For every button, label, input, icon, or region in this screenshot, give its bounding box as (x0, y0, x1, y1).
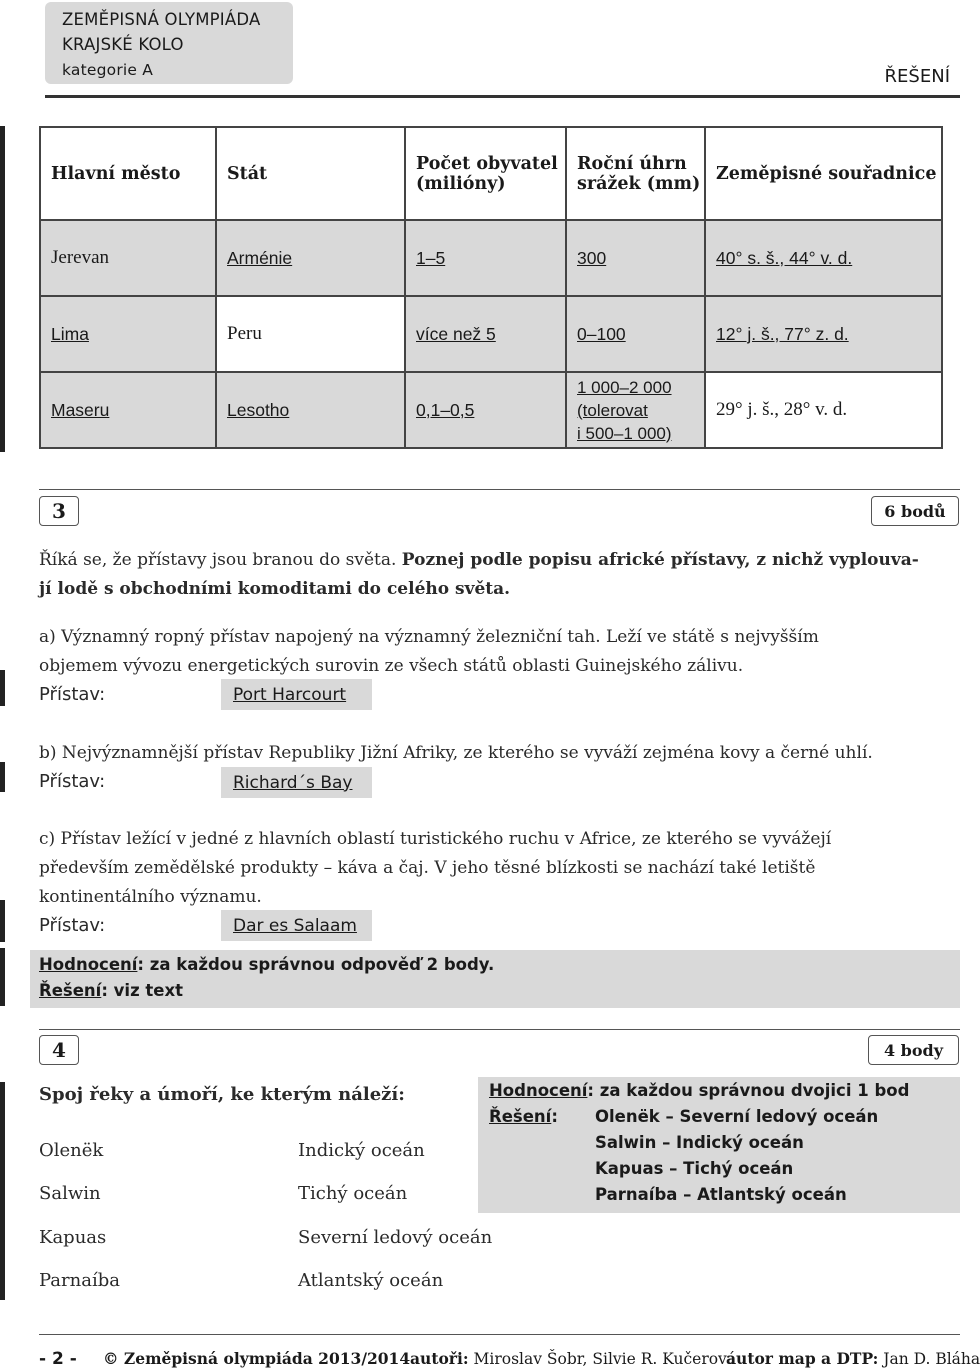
solution-pair: Kapuas – Tichý oceán (595, 1159, 794, 1178)
ocean-item: Indický oceán (298, 1140, 425, 1161)
section-points: 6 bodů (871, 496, 959, 526)
dtp-label: autor map a DTP: (726, 1349, 879, 1368)
header-text: (milióny) (416, 173, 506, 194)
answer-c: Dar es Salaam (221, 910, 372, 941)
evaluation-line (39, 955, 494, 974)
river-item: Parnaíba (39, 1270, 120, 1291)
solution-text: : viz text (101, 981, 184, 1000)
table-cell: 29° j. š., 28° v. d. (705, 372, 942, 448)
river-item: Kapuas (39, 1227, 107, 1248)
table-header-cell: Stát (216, 127, 405, 220)
port-label: Přístav: (39, 771, 106, 792)
intro-line-1 (39, 546, 960, 575)
table-header-cell (566, 127, 705, 220)
port-label: Přístav: (39, 684, 106, 705)
section-points: 4 body (868, 1035, 959, 1065)
table-cell: Jerevan (40, 220, 216, 296)
solution-label: Řešení (39, 981, 102, 1000)
table-header-cell (405, 127, 566, 220)
question-b-line-1: b) Nejvýznamnější přístav Republiky Jižní Afriky, ze kterého se vyváží zejména kovy a černé uhlí. (39, 743, 873, 763)
ocean-item: Atlantský oceán (298, 1270, 444, 1291)
solution-label: Řešení (489, 1107, 552, 1126)
table-cell: Lesotho (216, 372, 405, 448)
task-text: Spoj řeky a úmoří, ke kterým náleží: (39, 1084, 405, 1105)
evaluation-text: : za každou správnou dvojici 1 bod (587, 1081, 910, 1100)
header-text: Roční úhrn (577, 153, 687, 174)
dtp-name: Jan D. Bláha (883, 1350, 980, 1368)
footer-copyright: © Zeměpisná olympiáda 2013/2014 (103, 1349, 411, 1368)
footer-authors (410, 1349, 736, 1368)
table-cell: Maseru (40, 372, 216, 448)
header-line-2: KRAJSKÉ KOLO (62, 35, 184, 54)
table-cell: Peru (216, 296, 405, 372)
question-c-line-1: c) Přístav ležící v jedné z hlavních oblastí turistického ruchu v Africe, ze kterého se vyvážejí (39, 829, 832, 849)
table-cell: 0,1–0,5 (405, 372, 566, 448)
question-c-line-3: kontinentálního významu. (39, 887, 262, 907)
section-rule (39, 489, 960, 490)
authors-label: autoři: (410, 1349, 469, 1368)
authors-names: Miroslav Šobr, Silvie R. Kučerová (473, 1350, 737, 1368)
evaluation-line (489, 1081, 909, 1100)
intro-bold: Poznej podle popisu africké přístavy, z nichž vyplouva- (401, 550, 919, 570)
port-label: Přístav: (39, 915, 106, 936)
header-line-3: kategorie A (62, 61, 154, 79)
ocean-item: Severní ledový oceán (298, 1227, 493, 1248)
table-cell: 40° s. š., 44° v. d. (705, 220, 942, 296)
margin-bar (0, 948, 5, 1006)
table-row (40, 220, 942, 296)
river-item: Olenëk (39, 1140, 104, 1161)
table-header-row (40, 127, 942, 220)
table-row (40, 296, 942, 372)
table-cell: více než 5 (405, 296, 566, 372)
evaluation-label: Hodnocení (39, 955, 138, 974)
answer-a: Port Harcourt (221, 679, 372, 710)
cell-line: (tolerovat (577, 400, 648, 420)
solution-label: ŘEŠENÍ (884, 66, 950, 87)
footer-rule (39, 1334, 960, 1335)
solution-line (489, 1107, 558, 1126)
margin-bar (0, 670, 5, 706)
section-rule (39, 1029, 960, 1030)
solution-pair: Parnaíba – Atlantský oceán (595, 1185, 847, 1204)
evaluation-text: : za každou správnou odpověď 2 body. (137, 955, 495, 974)
header-rule (45, 95, 960, 98)
table-header-cell: Hlavní město (40, 127, 216, 220)
margin-bar (0, 762, 5, 792)
evaluation-label: Hodnocení (489, 1081, 588, 1100)
table-cell: Lima (40, 296, 216, 372)
table-cell (566, 372, 705, 448)
question-a-line-2: objemem vývozu energetických surovin ze všech států oblasti Guinejského zálivu. (39, 656, 744, 676)
header-text: srážek (mm) (577, 173, 701, 194)
cell-line: 1 000–2 000 (577, 377, 672, 397)
section-number: 3 (39, 496, 79, 526)
section-number: 4 (39, 1035, 79, 1065)
intro-plain: Říká se, že přístavy jsou branou do světa. (39, 550, 402, 570)
river-item: Salwin (39, 1183, 101, 1204)
footer-dtp (726, 1349, 980, 1368)
solution-pair: Olenëk – Severní ledový oceán (595, 1107, 879, 1126)
table-cell: 12° j. š., 77° z. d. (705, 296, 942, 372)
table-cell: 0–100 (566, 296, 705, 372)
solution-line (39, 981, 183, 1000)
question-c-line-2: především zemědělské produkty – káva a čaj. V jeho těsné blízkosti se nachází také letiště (39, 858, 816, 878)
solution-colon: : (551, 1107, 558, 1126)
margin-bar (0, 1082, 5, 1300)
table-header-cell: Zeměpisné souřadnice (705, 127, 942, 220)
solution-pair: Salwin – Indický oceán (595, 1133, 804, 1152)
header-line-1: ZEMĚPISNÁ OLYMPIÁDA (62, 10, 261, 29)
margin-bar (0, 900, 5, 942)
table-cell: 1–5 (405, 220, 566, 296)
table-cell: 300 (566, 220, 705, 296)
page-number: - 2 - (39, 1349, 77, 1369)
capitals-table (39, 126, 943, 449)
answer-b: Richard´s Bay (221, 767, 372, 798)
table-cell: Arménie (216, 220, 405, 296)
intro-line-2: jí lodě s obchodními komoditami do celého světa. (39, 579, 511, 599)
header-text: Počet obyvatel (416, 153, 558, 174)
ocean-item: Tichý oceán (298, 1183, 408, 1204)
margin-bar (0, 126, 5, 452)
table-row (40, 372, 942, 448)
cell-line: i 500–1 000) (577, 423, 672, 443)
question-a-line-1: a) Významný ropný přístav napojený na významný železniční tah. Leží ve státě s nejvyšším (39, 627, 819, 647)
